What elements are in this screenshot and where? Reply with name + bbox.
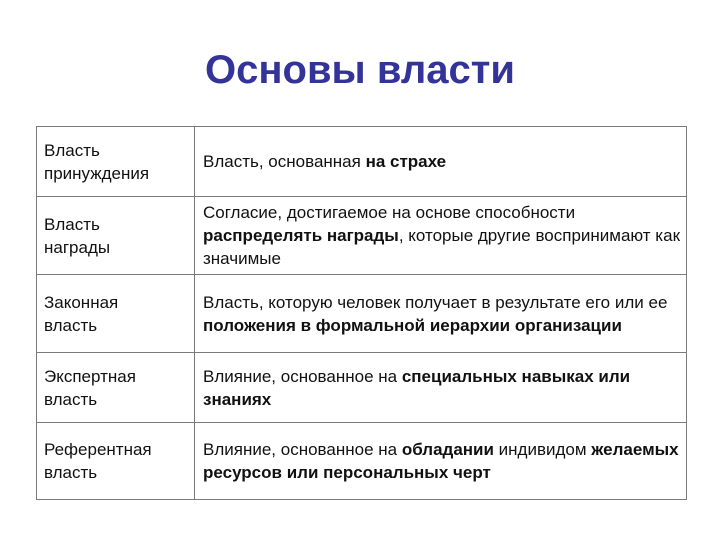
description-text: Влияние, основанное на: [203, 366, 402, 386]
power-type-cell: [37, 353, 195, 423]
power-description-cell: [195, 127, 687, 197]
power-description-cell: [195, 197, 687, 275]
power-type-label: награды: [44, 237, 111, 257]
table-row: [37, 197, 687, 275]
power-type-label: власть: [44, 389, 98, 409]
description-emphasis: желаемых ресурсов или персональных черт: [203, 440, 679, 482]
description-emphasis: положения в формальной иерархии организации: [203, 315, 622, 335]
table-row: [37, 353, 687, 423]
table-row: [37, 275, 687, 353]
power-type-label: Власть: [44, 140, 100, 160]
power-type-label: Референтная: [44, 440, 152, 459]
power-description-cell: [195, 353, 687, 423]
power-type-cell: [37, 197, 195, 275]
power-description-cell: [195, 275, 687, 353]
description-emphasis: специальных навыках или знаниях: [203, 366, 631, 409]
power-type-label: власть: [44, 315, 98, 335]
power-type-label: Экспертная: [44, 366, 136, 386]
description-emphasis: на страхе: [365, 152, 447, 171]
description-text: Влияние, основанное на: [203, 440, 402, 459]
table-row: [37, 127, 687, 197]
power-type-cell: [37, 423, 195, 500]
description-text: индивидом: [493, 440, 592, 459]
description-text: , которые другие воспринимают как значимые: [203, 226, 681, 268]
power-type-label: Власть: [44, 214, 100, 234]
power-type-label: власть: [44, 463, 98, 482]
description-emphasis: обладании: [401, 440, 494, 459]
description-text: Власть, которую человек получает в результате его или ее: [203, 292, 668, 312]
description-text: Власть, основанная: [203, 152, 366, 171]
slide-title: Основы власти: [205, 48, 515, 92]
power-type-label: Законная: [44, 292, 119, 312]
power-bases-table: [36, 126, 687, 500]
description-text: Согласие, достигаемое на основе способности: [203, 203, 576, 222]
power-type-cell: [37, 275, 195, 353]
power-type-cell: [37, 127, 195, 197]
description-emphasis: распределять награды: [203, 226, 399, 245]
power-description-cell: [195, 423, 687, 500]
table-row: [37, 423, 687, 500]
power-type-label: принуждения: [44, 163, 150, 183]
